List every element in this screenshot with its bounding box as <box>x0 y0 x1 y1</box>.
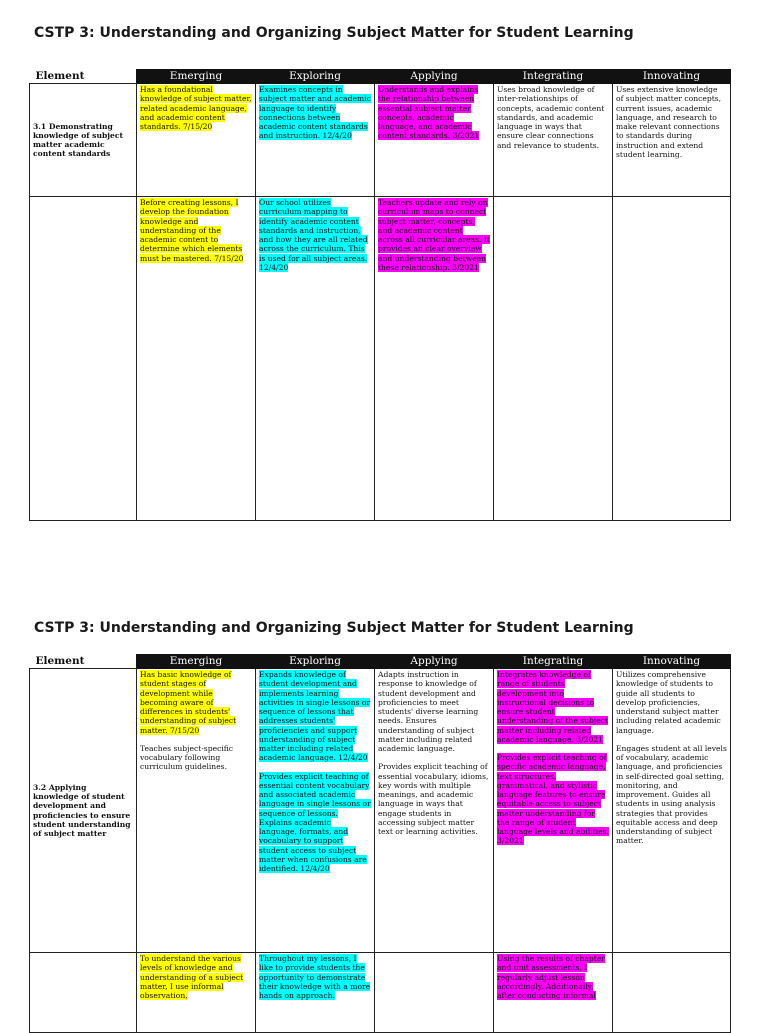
cell-text: Provides explicit teaching of specific academic language, text structures, grammatical, and stylistic language features to ensure equitable access to subject matter understanding for the range of student language levels and abilities. 3/2021 <box>497 753 609 846</box>
cell-text: Uses broad knowledge of inter-relationships of concepts, academic content standards, and academic language in ways that ensure clear connections and relevance to students. <box>497 85 605 150</box>
rubric-cell-integrating <box>494 84 613 197</box>
rubric-cell-innovating <box>613 197 731 521</box>
cell-text: Understands and explains the relationship between essential subject matter concepts, academic language, and academic content standards. 3/2021 <box>378 85 480 141</box>
rubric-cell-exploring <box>256 669 375 953</box>
page-title: CSTP 3: Understanding and Organizing Subject Matter for Student Learning <box>34 25 634 41</box>
element-cell <box>30 197 137 521</box>
cell-text: Expands knowledge of student development and implements learning activities in single lessons or sequence of lessons that addresses students' proficiencies and support understanding of subject matter including related academic language. 12/4/20 <box>259 670 371 763</box>
rubric-cell-emerging <box>137 669 256 953</box>
table-row <box>30 669 731 953</box>
rubric-cell-innovating <box>613 953 731 1033</box>
cell-text: Using the results of chapter and unit assessments, I regularly adjust lesson accordingly. Additionally, after conducting informal <box>497 954 605 1000</box>
rubric-cell-exploring <box>256 953 375 1033</box>
column-header-emerging: Emerging <box>137 70 256 84</box>
column-header-element: Element <box>30 70 137 84</box>
column-header-exploring: Exploring <box>256 655 375 669</box>
column-header-element: Element <box>30 655 137 669</box>
rubric-cell-emerging <box>137 953 256 1033</box>
rubric-cell-applying <box>375 669 494 953</box>
rubric-cell-integrating <box>494 197 613 521</box>
cell-text: Uses extensive knowledge of subject matter concepts, current issues, academic language, and research to make relevant connections to standards during instruction and extend student learning. <box>616 85 722 159</box>
cell-text: Examines concepts in subject matter and academic language to identify connections between academic content standards and instruction. 12/4/20 <box>259 85 371 141</box>
cell-text: Provides explicit teaching of essential content vocabulary and associated academic language in single lessons or sequence of lessons. Explains academic language, formats, and vocabulary to support student access to subject matter when confusions are identified. 12/4/20 <box>259 771 371 873</box>
cell-text: Our school utilizes curriculum mapping to identify academic content standards and instruction, and how they are all related across the curriculum. This is used for all subject areas. 12/4/20 <box>259 198 368 272</box>
rubric-cell-innovating <box>613 84 731 197</box>
cell-text: Utilizes comprehensive knowledge of students to guide all students to develop proficiencies, understand subject matter including related academic language. <box>616 670 721 735</box>
rubric-cell-integrating <box>494 669 613 953</box>
rubric-table <box>29 69 730 521</box>
cell-text: Teaches subject-specific vocabulary following curriculum guidelines. <box>140 743 234 772</box>
column-header-integrating: Integrating <box>494 655 613 669</box>
cell-text: Engages student at all levels of vocabulary, academic language, and proficiencies in self-directed goal setting, monitoring, and improvement. Guides all students in using analysis strategies that provides equitable access and deep understanding of subject matter. <box>616 743 727 846</box>
rubric-cell-integrating <box>494 953 613 1033</box>
element-cell: 3.2 Applying knowledge of student development and proficiencies to ensure student understanding of subject matter <box>30 669 137 953</box>
cell-text: Has basic knowledge of student stages of development while becoming aware of differences in students' understanding of subject matter. 7/15/20 <box>140 670 237 735</box>
page-title: CSTP 3: Understanding and Organizing Subject Matter for Student Learning <box>34 620 634 636</box>
element-cell <box>30 953 137 1033</box>
column-header-exploring: Exploring <box>256 70 375 84</box>
element-cell: 3.1 Demonstrating knowledge of subject matter academic content standards <box>30 84 137 197</box>
column-header-emerging: Emerging <box>137 655 256 669</box>
cell-text: Has a foundational knowledge of subject matter, related academic language, and academic content standards. 7/15/20 <box>140 85 252 131</box>
column-header-integrating: Integrating <box>494 70 613 84</box>
column-header-innovating: Innovating <box>613 655 731 669</box>
rubric-cell-applying <box>375 953 494 1033</box>
table-row <box>30 953 731 1033</box>
cell-text: Teachers update and rely on curriculum maps to connect subject matter, concepts, and academic content across all curricular areas. It provides an clear overview and understanding between these relationship. 3/2021 <box>378 198 490 272</box>
column-header-innovating: Innovating <box>613 70 731 84</box>
cell-text: Adapts instruction in response to knowledge of student development and proficiencies to meet students' diverse learning needs. Ensures understanding of subject matter including related academic language. <box>378 670 479 753</box>
cell-text: Throughout my lessons, I like to provide students the opportunity to demonstrate their knowledge with a more hands on approach. <box>259 954 371 1000</box>
cell-text: Before creating lessons, I develop the foundation knowledge and understanding of the academic content to determine which elements must be mastered. 7/15/20 <box>140 198 244 263</box>
rubric-table <box>29 654 730 1033</box>
cell-text: Provides explicit teaching of essential vocabulary, idioms, key words with multiple meanings, and academic language in ways that engage students in accessing subject matter text or learning activities. <box>378 762 489 836</box>
cell-text: Integrates knowledge of range of students development into instructional decisions to ensure student understanding of the subject matter including related academic language. 3/2021 <box>497 670 609 744</box>
table-row <box>30 84 731 197</box>
rubric-cell-applying <box>375 197 494 521</box>
rubric-cell-exploring <box>256 84 375 197</box>
rubric-cell-exploring <box>256 197 375 521</box>
column-header-applying: Applying <box>375 70 494 84</box>
rubric-cell-emerging <box>137 197 256 521</box>
cell-text: To understand the various levels of knowledge and understanding of a subject matter, I use informal observation, <box>140 954 244 1000</box>
column-header-applying: Applying <box>375 655 494 669</box>
rubric-cell-innovating <box>613 669 731 953</box>
rubric-cell-applying <box>375 84 494 197</box>
rubric-cell-emerging <box>137 84 256 197</box>
table-row <box>30 197 731 521</box>
